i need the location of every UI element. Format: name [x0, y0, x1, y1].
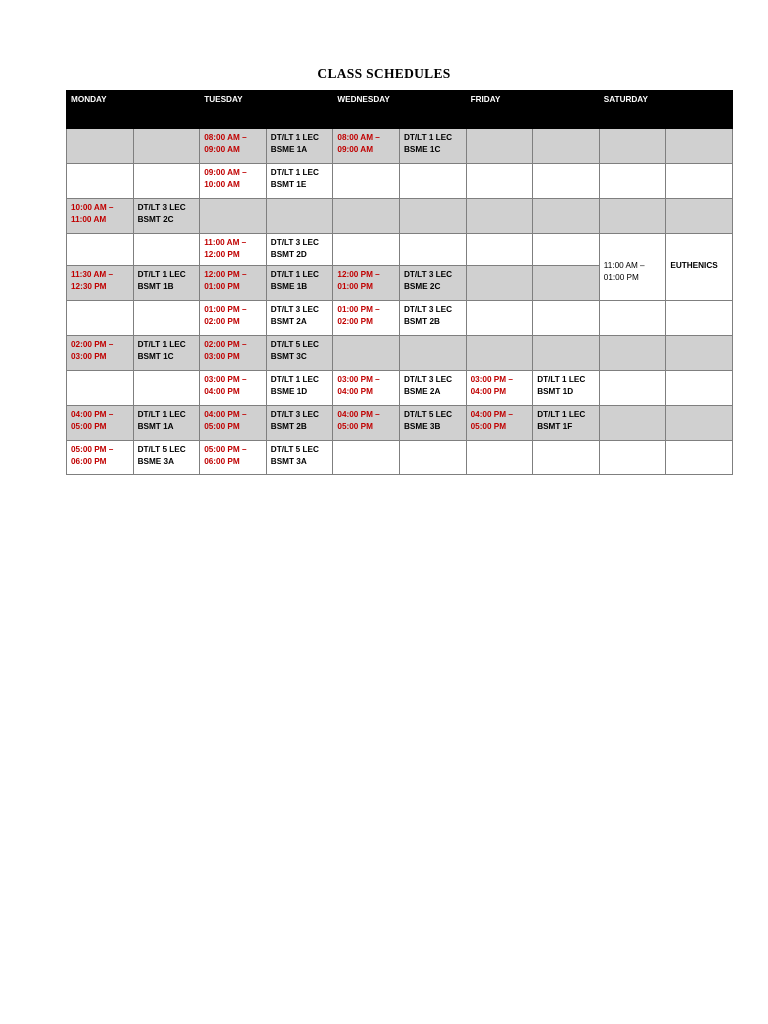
time-slot-text: 11:30 AM – [71, 270, 114, 279]
course-text: DT/LT 1 LEC [537, 410, 586, 419]
empty-cell [533, 199, 600, 234]
time-slot-cell [200, 406, 267, 441]
course-text: BSME 2C [403, 282, 441, 291]
course-text: DT/LT 5 LEC [270, 340, 319, 349]
empty-cell [533, 441, 600, 475]
course-cell [533, 406, 600, 441]
time-slot-text: 05:00 PM [470, 422, 507, 431]
time-slot-text: 12:30 PM [71, 282, 107, 291]
course-text: DT/LT 1 LEC [270, 133, 319, 142]
course-text: BSME 1D [270, 387, 308, 396]
empty-cell [67, 234, 134, 266]
empty-cell [466, 164, 533, 199]
course-text: BSMT 2B [270, 422, 307, 431]
time-slot-text: 03:00 PM – [337, 375, 380, 384]
day-header-friday: FRIDAY [466, 91, 599, 129]
empty-cell [666, 441, 733, 475]
empty-cell [666, 406, 733, 441]
time-slot-text: 01:00 PM [204, 282, 240, 291]
course-cell [399, 301, 466, 336]
time-slot-text: 10:00 AM – [71, 203, 114, 212]
time-slot-text: 11:00 AM – [204, 238, 247, 247]
course-cell [266, 371, 333, 406]
time-slot-text: 01:00 PM – [204, 305, 247, 314]
time-slot-text: 06:00 PM [71, 457, 107, 466]
course-cell [133, 266, 200, 301]
empty-cell [599, 301, 666, 336]
empty-cell [466, 234, 533, 266]
course-cell [266, 234, 333, 266]
empty-cell [533, 164, 600, 199]
saturday-time-cell [599, 234, 666, 301]
course-text: BSMT 3C [270, 352, 307, 361]
time-slot-text: 11:00 AM [71, 215, 107, 224]
empty-cell [333, 336, 400, 371]
course-text: DT/LT 3 LEC [403, 305, 453, 314]
course-text: BSME 2A [403, 387, 441, 396]
course-text: BSME 3A [137, 457, 174, 466]
page-title: CLASS SCHEDULES [317, 66, 451, 81]
empty-cell [599, 199, 666, 234]
course-cell [266, 441, 333, 475]
time-slot-text: 02:00 PM – [204, 340, 247, 349]
empty-cell [533, 301, 600, 336]
empty-cell [533, 129, 600, 164]
time-slot-text: 04:00 PM – [337, 410, 380, 419]
course-text: BSMT 1A [137, 422, 174, 431]
course-text: DT/LT 3 LEC [137, 203, 186, 212]
saturday-time-text: 01:00 PM [603, 273, 639, 282]
saturday-subject-cell [666, 234, 733, 301]
course-text: DT/LT 3 LEC [270, 238, 319, 247]
empty-cell [399, 441, 466, 475]
time-slot-text: 04:00 PM [204, 387, 240, 396]
time-slot-cell [67, 199, 134, 234]
time-slot-cell [200, 234, 267, 266]
empty-cell [466, 441, 533, 475]
time-slot-text: 03:00 PM [204, 352, 240, 361]
empty-cell [266, 199, 333, 234]
empty-cell [533, 234, 600, 266]
time-slot-cell [67, 336, 134, 371]
course-text: DT/LT 3 LEC [270, 305, 319, 314]
time-slot-cell [333, 406, 400, 441]
time-slot-cell [466, 406, 533, 441]
time-slot-text: 02:00 PM [337, 317, 373, 326]
time-slot-text: 04:00 PM – [204, 410, 247, 419]
time-slot-text: 09:00 AM [337, 145, 374, 154]
empty-cell [133, 301, 200, 336]
empty-cell [399, 234, 466, 266]
empty-cell [67, 371, 134, 406]
empty-cell [666, 199, 733, 234]
course-cell [533, 371, 600, 406]
time-slot-text: 08:00 AM – [337, 133, 380, 142]
time-slot-text: 03:00 PM – [470, 375, 513, 384]
schedule-row [67, 129, 733, 164]
course-text: DT/LT 5 LEC [270, 445, 319, 454]
time-slot-cell [200, 301, 267, 336]
course-text: DT/LT 5 LEC [137, 445, 186, 454]
empty-cell [133, 129, 200, 164]
schedule-row [67, 164, 733, 199]
course-text: DT/LT 1 LEC [403, 133, 453, 142]
time-slot-cell [200, 371, 267, 406]
time-slot-cell [67, 441, 134, 475]
empty-cell [133, 234, 200, 266]
schedule-row [67, 371, 733, 406]
empty-cell [399, 164, 466, 199]
empty-cell [67, 164, 134, 199]
course-text: BSMT 2D [270, 250, 307, 259]
empty-cell [666, 129, 733, 164]
day-header-wednesday: WEDNESDAY [333, 91, 466, 129]
time-slot-text: 05:00 PM – [71, 445, 114, 454]
time-slot-text: 10:00 AM [204, 180, 240, 189]
saturday-time-text: 11:00 AM – [603, 261, 645, 270]
course-cell [266, 266, 333, 301]
course-text: BSMT 3A [270, 457, 307, 466]
empty-cell [466, 301, 533, 336]
empty-cell [333, 199, 400, 234]
time-slot-cell [466, 371, 533, 406]
time-slot-text: 09:00 AM – [204, 168, 247, 177]
course-text: BSMT 1D [537, 387, 574, 396]
course-text: DT/LT 3 LEC [270, 410, 319, 419]
time-slot-cell [200, 129, 267, 164]
day-header-saturday: SATURDAY [599, 91, 732, 129]
course-text: DT/LT 3 LEC [403, 270, 453, 279]
time-slot-cell [200, 266, 267, 301]
time-slot-text: 05:00 PM [71, 422, 107, 431]
course-text: DT/LT 1 LEC [270, 270, 319, 279]
time-slot-text: 02:00 PM – [71, 340, 114, 349]
time-slot-text: 05:00 PM [204, 422, 240, 431]
course-text: BSME 1B [270, 282, 308, 291]
course-text: BSMT 2B [403, 317, 440, 326]
empty-cell [599, 336, 666, 371]
course-cell [133, 406, 200, 441]
day-header-tuesday: TUESDAY [200, 91, 333, 129]
course-cell [266, 164, 333, 199]
time-slot-text: 03:00 PM [71, 352, 107, 361]
empty-cell [466, 336, 533, 371]
empty-cell [533, 336, 600, 371]
course-text: DT/LT 1 LEC [537, 375, 586, 384]
time-slot-text: 12:00 PM – [337, 270, 380, 279]
time-slot-text: 01:00 PM [337, 282, 373, 291]
time-slot-cell [67, 406, 134, 441]
day-header-monday: MONDAY [67, 91, 200, 129]
time-slot-text: 08:00 AM – [204, 133, 247, 142]
course-cell [133, 441, 200, 475]
time-slot-text: 01:00 PM – [337, 305, 380, 314]
course-text: BSMT 2C [137, 215, 174, 224]
schedule-row [67, 301, 733, 336]
empty-cell [333, 441, 400, 475]
time-slot-cell [200, 164, 267, 199]
course-cell [399, 266, 466, 301]
time-slot-text: 05:00 PM [337, 422, 373, 431]
empty-cell [599, 129, 666, 164]
empty-cell [67, 129, 134, 164]
empty-cell [133, 371, 200, 406]
empty-cell [533, 266, 600, 301]
course-text: BSME 3B [403, 422, 441, 431]
course-text: DT/LT 1 LEC [270, 375, 319, 384]
time-slot-text: 09:00 AM [204, 145, 240, 154]
course-text: DT/LT 5 LEC [403, 410, 453, 419]
time-slot-text: 04:00 PM [337, 387, 373, 396]
empty-cell [333, 234, 400, 266]
empty-cell [666, 371, 733, 406]
empty-cell [399, 199, 466, 234]
empty-cell [67, 301, 134, 336]
empty-cell [666, 336, 733, 371]
time-slot-text: 04:00 PM [470, 387, 507, 396]
schedule-row [67, 406, 733, 441]
course-text: BSMT 2A [270, 317, 307, 326]
time-slot-text: 02:00 PM [204, 317, 240, 326]
empty-cell [466, 199, 533, 234]
time-slot-cell [333, 266, 400, 301]
empty-cell [599, 441, 666, 475]
schedule-table [66, 90, 733, 475]
empty-cell [133, 164, 200, 199]
time-slot-text: 04:00 PM – [470, 410, 513, 419]
time-slot-text: 03:00 PM – [204, 375, 247, 384]
time-slot-cell [333, 301, 400, 336]
course-text: BSMT 1F [537, 422, 573, 431]
course-text: BSMT 1E [270, 180, 307, 189]
empty-cell [666, 301, 733, 336]
course-text: BSMT 1B [137, 282, 174, 291]
course-cell [266, 406, 333, 441]
course-text: BSME 1C [403, 145, 441, 154]
course-text: DT/LT 1 LEC [270, 168, 319, 177]
course-cell [266, 129, 333, 164]
empty-cell [599, 164, 666, 199]
time-slot-cell [67, 266, 134, 301]
schedule-row [67, 199, 733, 234]
time-slot-text: 06:00 PM [204, 457, 240, 466]
time-slot-text: 05:00 PM – [204, 445, 247, 454]
schedule-row [67, 336, 733, 371]
schedule-row [67, 441, 733, 475]
time-slot-text: 12:00 PM – [204, 270, 247, 279]
course-cell [399, 406, 466, 441]
schedule-row [67, 234, 733, 266]
course-cell [133, 199, 200, 234]
course-cell [399, 371, 466, 406]
course-text: BSMT 1C [137, 352, 174, 361]
empty-cell [666, 164, 733, 199]
schedule-body [67, 129, 733, 475]
time-slot-cell [200, 336, 267, 371]
course-cell [266, 301, 333, 336]
saturday-subject-text: EUTHENICS [670, 261, 718, 270]
empty-cell [599, 371, 666, 406]
empty-cell [200, 199, 267, 234]
time-slot-cell [333, 129, 400, 164]
time-slot-cell [200, 441, 267, 475]
course-text: DT/LT 1 LEC [137, 410, 186, 419]
course-text: BSME 1A [270, 145, 308, 154]
course-text: DT/LT 1 LEC [137, 270, 186, 279]
course-text: DT/LT 3 LEC [403, 375, 453, 384]
course-cell [399, 129, 466, 164]
time-slot-cell [333, 371, 400, 406]
course-cell [266, 336, 333, 371]
empty-cell [333, 164, 400, 199]
empty-cell [466, 129, 533, 164]
schedule-header-row [67, 91, 733, 129]
empty-cell [599, 406, 666, 441]
course-text: DT/LT 1 LEC [137, 340, 186, 349]
time-slot-text: 12:00 PM [204, 250, 240, 259]
time-slot-text: 04:00 PM – [71, 410, 114, 419]
empty-cell [466, 266, 533, 301]
course-cell [133, 336, 200, 371]
empty-cell [399, 336, 466, 371]
